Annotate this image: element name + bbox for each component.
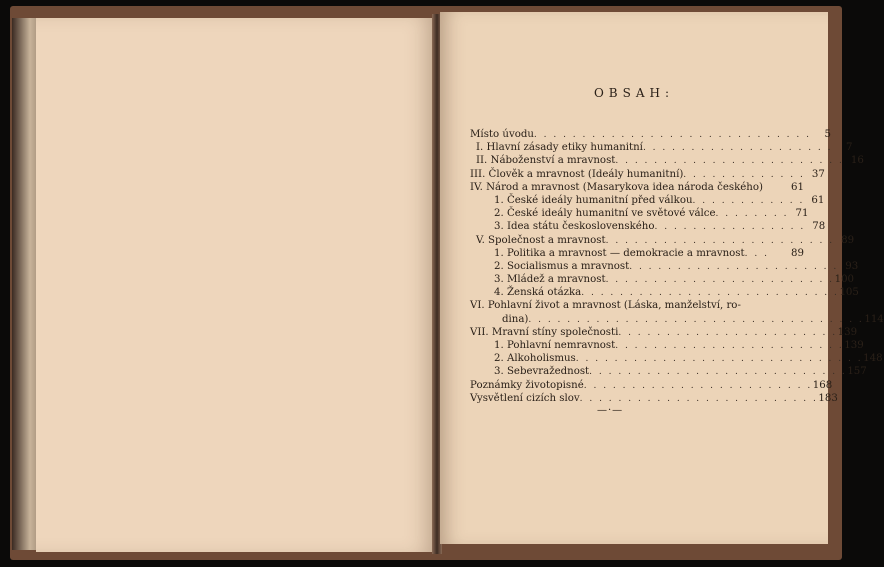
toc-entry: IV. Národ a mravnost (Masarykova idea národa českého) 61 (470, 181, 804, 193)
toc-entry: Vysvětlení cizích slov . . . . . . . . . . . . . . . . . . . . . . . . . 183 (470, 392, 838, 404)
toc-entry: 4. Ženská otázka . . . . . . . . . . . . . . . . . . . . . . . . . . . 105 (494, 287, 859, 299)
toc-entry: III. Člověk a mravnost (Ideály humanitní) . . . . . . . . . . . . . 37 (470, 168, 825, 180)
toc-entry: Poznámky životopisné . . . . . . . . . . . . . . . . . . . . . . . . 168 (470, 379, 833, 391)
toc-entry: VII. Mravní stíny společnosti . . . . . . . . . . . . . . . . . . . . . . . 139 (470, 326, 858, 338)
end-separator: —·— (597, 405, 624, 416)
toc-entry: 1. Pohlavní nemravnost . . . . . . . . . . . . . . . . . . . . . . . . 139 (494, 340, 864, 351)
toc-entry: Místo úvodu . . . . . . . . . . . . . . . . . . . . . . . . . . . . . 5 (470, 129, 831, 140)
toc-entry: 3. Sebevražednost . . . . . . . . . . . . . . . . . . . . . . . . . . . 157 (494, 366, 867, 378)
toc-entry: V. Společnost a mravnost . . . . . . . . . . . . . . . . . . . . . . . . 89 (476, 234, 855, 246)
toc-entry: 2. Socialismus a mravnost . . . . . . . . . . . . . . . . . . . . . . 93 (494, 260, 859, 272)
toc-entry: II. Náboženství a mravnost . . . . . . . . . . . . . . . . . . . . . . . . 16 (476, 155, 864, 167)
toc-entry: I. Hlavní zásady etiky humanitní . . . . . . . . . . . . . . . . . . . . 7 (476, 142, 853, 154)
toc-entry: 3. Mládež a mravnost . . . . . . . . . . . . . . . . . . . . . . . . 100 (494, 274, 855, 286)
right-page (440, 12, 884, 544)
toc-title: OBSAH: (593, 86, 675, 100)
table-of-contents (470, 128, 884, 405)
toc-entry: 2. České ideály humanitní ve světové válce . . . . . . . . 71 (494, 208, 809, 220)
left-page-blank (36, 18, 436, 552)
toc-entry: VI. Pohlavní život a mravnost (Láska, manželství, ro- (470, 300, 741, 312)
toc-entry: dina) . . . . . . . . . . . . . . . . . . . . . . . . . . . . . . . . . . . 114 (502, 313, 884, 325)
toc-entry: 1. Politika a mravnost — demokracie a mravnost . . . 89 (494, 247, 804, 259)
toc-entry: 1. České ideály humanitní před válkou . . . . . . . . . . . . 61 (494, 194, 825, 206)
toc-entry: 3. Idea státu československého . . . . . . . . . . . . . . . . 78 (494, 221, 826, 233)
toc-entry: 2. Alkoholismus . . . . . . . . . . . . . . . . . . . . . . . . . . . . . . 148 (494, 353, 883, 365)
